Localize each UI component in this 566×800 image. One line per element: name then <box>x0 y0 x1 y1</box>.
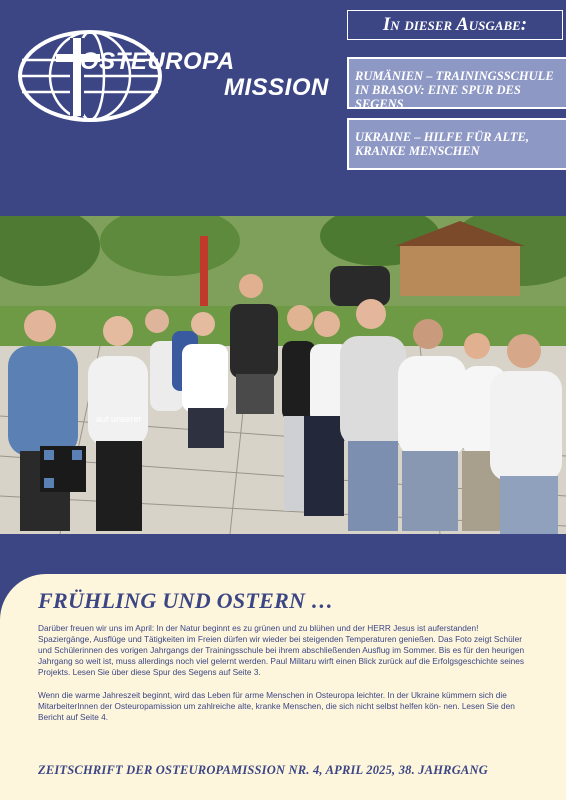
toc-item-romania: RUMÄNIEN – TRAININGSSCHULE IN BRASOV: EINE SPUR DES SEGENS <box>347 57 566 109</box>
issue-contents-title: In dieser Ausgabe: <box>347 10 563 40</box>
photo-shirt-text: auf unserer <box>96 414 142 424</box>
toc-item-ukraine: UKRAINE – HILFE FÜR ALTE, KRANKE MENSCHEN <box>347 118 566 170</box>
globe-icon <box>18 30 168 125</box>
article-paragraph-2: Wenn die warme Jahreszeit beginnt, wird das Leben für arme Menschen in Osteuropa leichter. In der Ukraine kümmern sich die MitarbeiterInnen der Osteuropamission um zahlreiche alte, kranke Menschen, die sich nicht selbst helfen kön- nen. Lesen Sie den Bericht auf Seite 4. <box>38 690 515 722</box>
header <box>0 0 566 216</box>
logo-text-osteuropa: OSTEUROPA <box>80 48 235 75</box>
logo-text-mission: MISSION <box>224 74 329 101</box>
logo <box>18 30 338 125</box>
cover-photo <box>0 216 566 534</box>
article-headline: FRÜHLING UND OSTERN … <box>38 588 334 613</box>
magazine-footer: ZEITSCHRIFT DER OSTEUROPAMISSION NR. 4, APRIL 2025, 38. JAHRGANG <box>38 763 488 777</box>
article-paragraph-1: Darüber freuen wir uns im April: In der Natur beginnt es zu grünen und zu blühen und der HERR Jesus ist auferstanden! Spaziergänge, Ausflüge und Tätigkeiten im Freien dürfen wir wieder bei steigenden Temperaturen genießen. Das Foto zeigt Schüler und Schülerinnen des vorigen Jahrgangs der Trainingsschule bei ihrem abschließenden Ausflug im Sommer. Bis es für den heurigen Jahrgang so weit ist, muss allerdings noch viel gelernt werden. Paul Militaru wirft einen Blick zurück auf die Erfolgsgeschichte seines Projekts. Lesen Sie über diese Spur des Segens auf Seite 3. <box>38 623 525 677</box>
